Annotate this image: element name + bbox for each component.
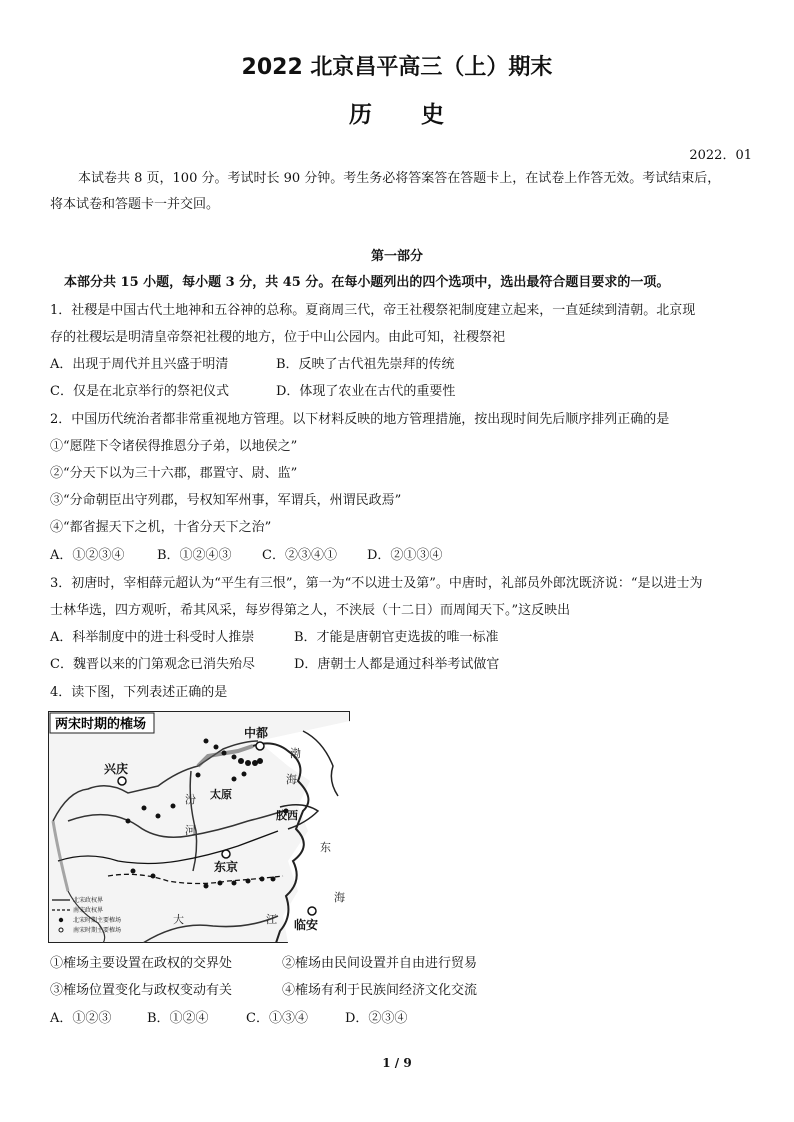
city-taiyuan: 太原 bbox=[210, 788, 232, 801]
legend-southern-song-border: 南宋政权界 bbox=[73, 907, 104, 914]
label-dong: 东 bbox=[320, 841, 331, 854]
trade-site bbox=[171, 804, 176, 809]
trade-site bbox=[238, 758, 244, 764]
q2-option-c: C．②③④① bbox=[262, 548, 337, 563]
q2-material-2: ②“分天下以为三十六郡，郡置守、尉、监” bbox=[50, 466, 298, 481]
trade-site bbox=[218, 881, 223, 886]
subject-title: 历 史 bbox=[349, 102, 445, 128]
q4-option-b: B．①②④ bbox=[147, 1011, 209, 1026]
label-he: 河 bbox=[185, 824, 196, 837]
q1-option-c: C．仅是在北京举行的祭祀仪式 bbox=[50, 384, 229, 399]
part-instruction: 本部分共 15 小题，每小题 3 分，共 45 分。在每小题列出的四个选项中，选出最符合题目要求的一项。 bbox=[64, 275, 670, 290]
city-zhongdu: 中都 bbox=[244, 726, 269, 740]
song-dynasty-trade-map bbox=[48, 711, 350, 943]
label-jiang: 江 bbox=[266, 913, 277, 926]
part-heading: 第一部分 bbox=[370, 249, 423, 264]
q3-option-b: B．才能是唐朝官吏选拔的唯一标准 bbox=[294, 630, 499, 645]
legend-northern-song-trade: 北宋时期主要榷场 bbox=[73, 917, 122, 924]
trade-site bbox=[245, 760, 251, 766]
q1-option-b: B．反映了古代祖先崇拜的传统 bbox=[276, 357, 455, 372]
trade-site bbox=[232, 881, 237, 886]
q3-option-a: A．科举制度中的进士科受时人推崇 bbox=[50, 630, 255, 645]
q3-option-d: D．唐朝士人都是通过科举考试做官 bbox=[294, 657, 500, 672]
q2-material-4: ④“都省握天下之机，十省分天下之治” bbox=[50, 520, 272, 535]
trade-site bbox=[196, 773, 201, 778]
trade-site bbox=[260, 877, 265, 882]
q3-stem-2: 士林华选，四方观听，希其风采，每岁得第之人，不浃辰（十二日）而周闻天下。”这反映出 bbox=[50, 603, 571, 618]
trade-site bbox=[257, 758, 263, 764]
trade-site bbox=[204, 884, 209, 889]
q4-option-d: D．②③④ bbox=[345, 1011, 408, 1026]
label-fen: 汾 bbox=[185, 793, 196, 806]
q3-stem-1: 3．初唐时，宰相薛元超认为“平生有三恨”，第一为“不以进士及第”。中唐时，礼部员外郎沈既济说：“是以进士为 bbox=[50, 576, 703, 591]
xingqing-marker bbox=[118, 777, 126, 785]
city-linan: 临安 bbox=[294, 918, 319, 932]
q1-stem-2: 存的社稷坛是明清皇帝祭祀社稷的地方，位于中山公园内。由此可知，社稷祭祀 bbox=[50, 330, 506, 345]
trade-site bbox=[242, 772, 247, 777]
label-da: 大 bbox=[173, 913, 184, 926]
q1-option-a: A．出现于周代并且兴盛于明清 bbox=[50, 357, 229, 372]
q4-statement-4: ④榷场有利于民族间经济文化交流 bbox=[282, 983, 478, 998]
q2-material-3: ③“分命朝臣出守列郡，号权知军州事，军谓兵，州谓民政焉” bbox=[50, 493, 402, 508]
q4-statement-2: ②榷场由民间设置并自由进行贸易 bbox=[282, 956, 478, 971]
q4-option-c: C．①③④ bbox=[246, 1011, 308, 1026]
q1-stem-1: 1．社稷是中国古代土地神和五谷神的总称。夏商周三代，帝王社稷祭祀制度建立起来，一直延续到清朝。北京现 bbox=[50, 303, 696, 318]
label-bo: 渤 bbox=[290, 747, 301, 760]
q2-material-1: ①“愿陛下令诸侯得推恩分子弟，以地侯之” bbox=[50, 439, 298, 454]
trade-site bbox=[142, 806, 147, 811]
trade-site bbox=[156, 814, 161, 819]
trade-site bbox=[222, 751, 227, 756]
intro-line-1: 本试卷共 8 页，100 分。考试时长 90 分钟。考生务必将答案答在答题卡上，在试卷上作答无效。考试结束后， bbox=[78, 171, 721, 186]
map-title: 两宋时期的榷场 bbox=[55, 717, 147, 732]
q2-option-a: A．①②③④ bbox=[50, 548, 125, 563]
q4-statement-3: ③榷场位置变化与政权变动有关 bbox=[50, 983, 233, 998]
trade-site bbox=[214, 745, 219, 750]
q3-option-c: C．魏晋以来的门第观念已消失殆尽 bbox=[50, 657, 255, 672]
zhongdu-marker bbox=[256, 742, 264, 750]
linan-marker bbox=[308, 907, 316, 915]
trade-site bbox=[126, 819, 131, 824]
q2-option-b: B．①②④③ bbox=[157, 548, 232, 563]
label-hai-1: 海 bbox=[286, 773, 297, 786]
trade-site bbox=[232, 777, 237, 782]
q4-option-a: A．①②③ bbox=[50, 1011, 112, 1026]
city-dongjing: 东京 bbox=[214, 860, 239, 874]
page-number: 1 / 9 bbox=[382, 1056, 412, 1070]
city-xingqing: 兴庆 bbox=[104, 762, 129, 776]
dongjing-marker bbox=[222, 850, 230, 858]
label-hai-2: 海 bbox=[334, 891, 345, 904]
intro-line-2: 将本试卷和答题卡一并交回。 bbox=[50, 197, 220, 212]
city-jiaoxi: 胶西 bbox=[276, 809, 298, 822]
trade-site bbox=[151, 874, 156, 879]
q2-stem: 2．中国历代统治者都非常重视地方管理。以下材料反映的地方管理措施，按出现时间先后顺序排列正确的是 bbox=[50, 412, 670, 427]
q2-option-d: D．②①③④ bbox=[367, 548, 443, 563]
legend-northern-song-border: 北宋政权界 bbox=[73, 897, 104, 904]
trade-site bbox=[131, 869, 136, 874]
q4-stem: 4．读下图，下列表述正确的是 bbox=[50, 685, 228, 700]
legend-southern-song-trade: 南宋时期主要榷场 bbox=[73, 927, 122, 934]
q4-statement-1: ①榷场主要设置在政权的交界处 bbox=[50, 956, 233, 971]
trade-site bbox=[271, 877, 276, 882]
trade-site bbox=[204, 739, 209, 744]
exam-date: 2022．01 bbox=[689, 148, 752, 163]
trade-site bbox=[246, 879, 251, 884]
trade-site bbox=[232, 755, 237, 760]
exam-title: 2022 北京昌平高三（上）期末 bbox=[241, 55, 553, 80]
q1-option-d: D．体现了农业在古代的重要性 bbox=[276, 384, 456, 399]
